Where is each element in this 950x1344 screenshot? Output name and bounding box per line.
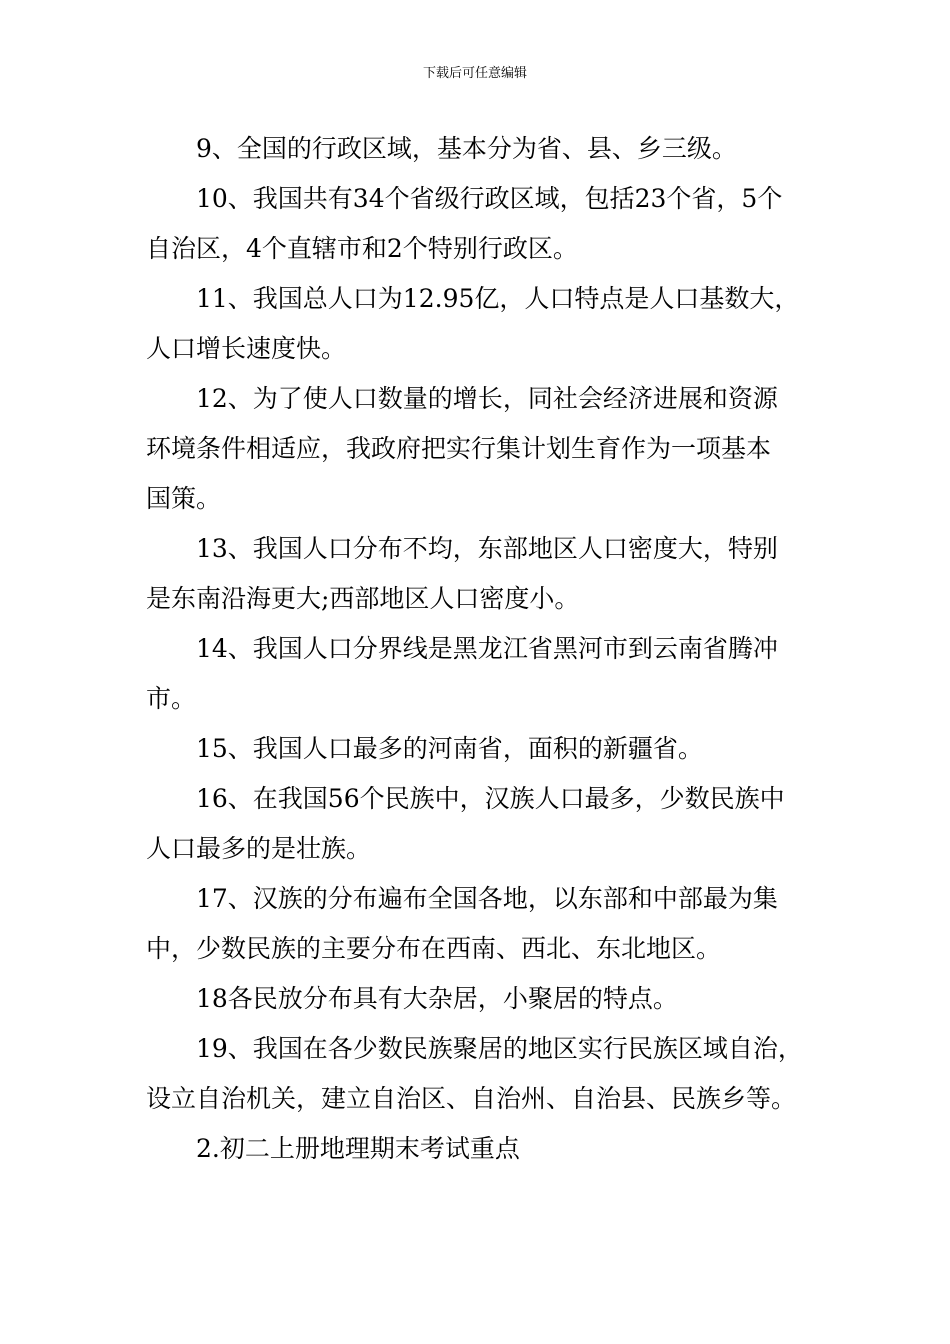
paragraph-13 <box>146 524 810 624</box>
paragraph-line: 16、在我国56个民族中，汉族人口最多，少数民族中 <box>196 784 785 813</box>
paragraph-line: 14、我国人口分界线是黑龙江省黑河市到云南省腾冲 <box>196 634 778 663</box>
paragraph-line: 设立自治机关，建立自治区、自治州、自治县、民族乡等。 <box>146 1084 797 1113</box>
paragraph-line: 人口增长速度快。 <box>146 334 347 363</box>
paragraph-line: 人口最多的是壮族。 <box>146 834 372 863</box>
document-body <box>146 124 810 1174</box>
paragraph-14 <box>146 624 810 724</box>
paragraph-line: 中，少数民族的主要分布在西南、西北、东北地区。 <box>146 934 722 963</box>
paragraph-line: 9、全国的行政区域，基本分为省、县、乡三级。 <box>196 134 737 163</box>
paragraph-16 <box>146 774 810 874</box>
paragraph-18 <box>146 974 810 1024</box>
paragraph-10 <box>146 174 810 274</box>
page-header-note: 下载后可任意编辑 <box>422 66 527 81</box>
paragraph-line: 国策。 <box>146 484 222 513</box>
paragraph-17 <box>146 874 810 974</box>
paragraph-line: 环境条件相适应，我政府把实行集计划生育作为一项基本 <box>146 434 772 463</box>
paragraph-line: 19、我国在各少数民族聚居的地区实行民族区域自治， <box>196 1034 803 1063</box>
paragraph-19 <box>146 1024 810 1124</box>
paragraph-line: 自治区，4个直辖市和2个特别行政区。 <box>146 234 578 263</box>
paragraph-line: 15、我国人口最多的河南省，面积的新疆省。 <box>196 734 703 763</box>
paragraph-15 <box>146 724 810 774</box>
paragraph-12 <box>146 374 810 524</box>
paragraph-line: 18各民放分布具有大杂居，小聚居的特点。 <box>196 984 678 1013</box>
paragraph-line: 是东南沿海更大;西部地区人口密度小。 <box>146 584 580 613</box>
paragraph-line: 2.初二上册地理期末考试重点 <box>196 1134 520 1163</box>
section-heading <box>146 1124 810 1174</box>
paragraph-line: 市。 <box>146 684 197 713</box>
paragraph-line: 11、我国总人口为12.95亿，人口特点是人口基数大， <box>196 284 800 313</box>
paragraph-line: 13、我国人口分布不均，东部地区人口密度大，特别 <box>196 534 778 563</box>
paragraph-11 <box>146 274 810 374</box>
paragraph-line: 10、我国共有34个省级行政区域，包括23个省，5个 <box>196 184 783 213</box>
paragraph-line: 17、汉族的分布遍布全国各地，以东部和中部最为集 <box>196 884 778 913</box>
paragraph-9 <box>146 124 810 174</box>
paragraph-line: 12、为了使人口数量的增长，同社会经济进展和资源 <box>196 384 778 413</box>
